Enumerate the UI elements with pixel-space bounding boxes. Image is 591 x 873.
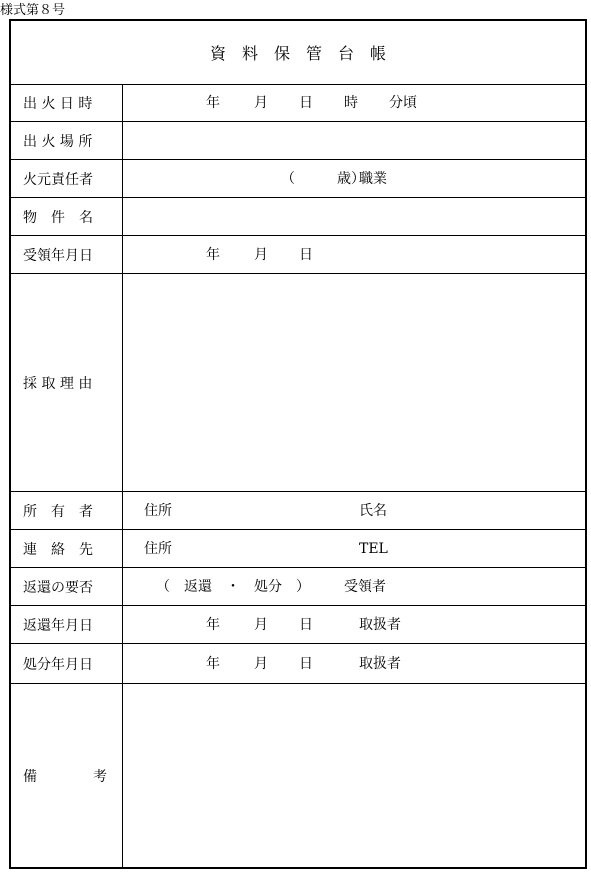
address-label: 住所 — [144, 502, 172, 519]
label-responsible: 火元責任者 — [11, 160, 123, 197]
year-unit: 年 — [206, 94, 220, 111]
field-return-need[interactable] — [123, 568, 585, 605]
year-unit: 年 — [206, 655, 220, 672]
field-receipt-date[interactable] — [123, 236, 585, 273]
return-dispose-options: （ 返還 ・ 処分 ） — [156, 578, 310, 595]
occupation-label: 職業 — [359, 170, 387, 187]
field-contact[interactable] — [123, 530, 585, 567]
form-title: 資 料 保 管 台 帳 — [209, 44, 386, 63]
row-responsible — [11, 160, 585, 198]
row-owner — [11, 492, 585, 530]
year-unit: 年 — [206, 616, 220, 633]
age-field: （ 歳） — [281, 170, 365, 187]
form-number: 様式第８号 — [0, 3, 66, 18]
field-return-date[interactable] — [123, 606, 585, 643]
row-property — [11, 198, 585, 236]
day-unit: 日 — [299, 655, 313, 672]
hour-unit: 時 — [344, 94, 358, 111]
row-contact — [11, 530, 585, 568]
field-disposal-date[interactable] — [123, 644, 585, 683]
row-receipt-date — [11, 236, 585, 274]
row-disposal-date — [11, 644, 585, 684]
label-return-need: 返還の要否 — [11, 568, 123, 605]
label-fire-datetime: 出 火 日 時 — [11, 84, 123, 121]
row-remarks — [11, 684, 585, 867]
label-disposal-date: 処分年月日 — [11, 644, 123, 683]
label-reason: 採 取 理 由 — [11, 274, 123, 491]
handler-label: 取扱者 — [359, 655, 401, 672]
row-return-date — [11, 606, 585, 644]
month-unit: 月 — [254, 616, 268, 633]
field-responsible[interactable] — [123, 160, 585, 197]
storage-ledger-form — [9, 19, 587, 869]
day-unit: 日 — [299, 246, 313, 263]
label-receipt-date: 受領年月日 — [11, 236, 123, 273]
name-label: 氏名 — [359, 502, 387, 519]
tel-label: TEL — [359, 540, 388, 557]
month-unit: 月 — [254, 655, 268, 672]
day-unit: 日 — [299, 616, 313, 633]
address-label: 住所 — [144, 540, 172, 557]
handler-label: 取扱者 — [359, 616, 401, 633]
minute-unit: 分頃 — [389, 94, 417, 111]
field-property[interactable] — [123, 198, 585, 235]
title-row — [11, 21, 585, 85]
day-unit: 日 — [299, 94, 313, 111]
row-fire-location — [11, 122, 585, 160]
field-owner[interactable] — [123, 492, 585, 529]
label-return-date: 返還年月日 — [11, 606, 123, 643]
field-remarks[interactable] — [123, 684, 585, 867]
label-remarks: 備 考 — [11, 684, 123, 867]
field-fire-datetime[interactable] — [123, 84, 585, 121]
label-owner: 所 有 者 — [11, 492, 123, 529]
month-unit: 月 — [254, 246, 268, 263]
row-return-need — [11, 568, 585, 606]
label-contact: 連 絡 先 — [11, 530, 123, 567]
year-unit: 年 — [206, 246, 220, 263]
receiver-label: 受領者 — [344, 578, 386, 595]
label-property: 物 件 名 — [11, 198, 123, 235]
month-unit: 月 — [254, 94, 268, 111]
label-fire-location: 出 火 場 所 — [11, 122, 123, 159]
field-fire-location[interactable] — [123, 122, 585, 159]
row-fire-datetime — [11, 84, 585, 122]
row-reason — [11, 274, 585, 492]
field-reason[interactable] — [123, 274, 585, 491]
